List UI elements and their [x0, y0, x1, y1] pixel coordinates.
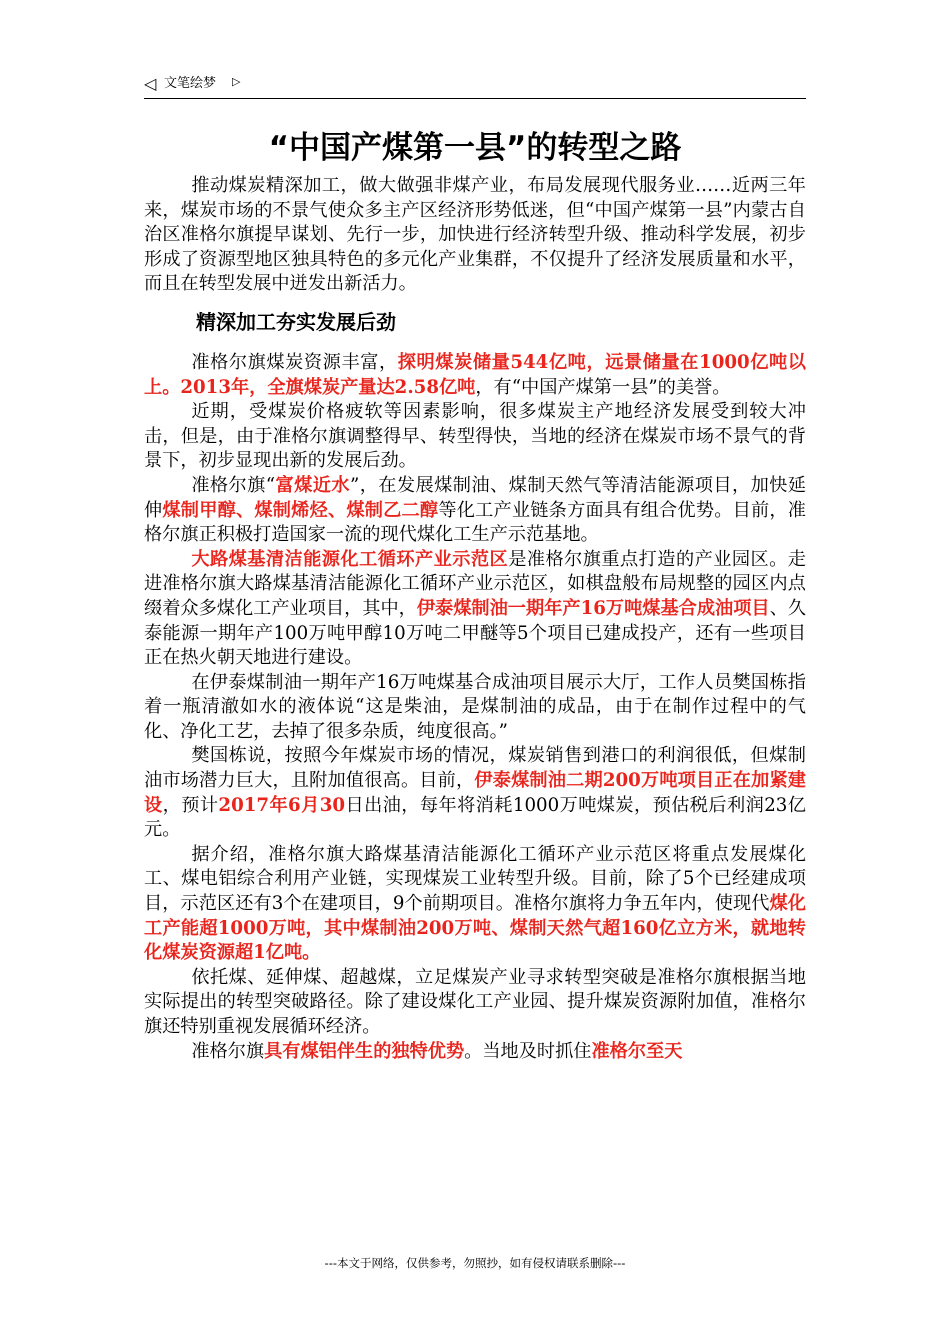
page-header	[144, 76, 806, 99]
highlight-text: 探明煤炭储量544亿吨，远景储量在1000亿吨以上。2013年，全旗煤炭产量达2.58亿吨	[144, 351, 806, 398]
intro-paragraph: 推动煤炭精深加工，做大做强非煤产业，布局发展现代服务业……近两三年来，煤炭市场的不景气使众多主产区经济形势低迷，但“中国产煤第一县”内蒙古自治区准格尔旗提早谋划、先行一步，加快进行经济转型升级、推动科学发展，初步形成了资源型地区独具特色的多元化产业集群，不仅提升了经济发展质量和水平，而且在转型发展中迸发出新活力。	[144, 175, 806, 295]
paragraph-2: 近期，受煤炭价格疲软等因素影响，很多煤炭主产地经济发展受到较大冲击，但是，由于准格尔旗调整得早、转型得快，当地的经济在煤炭市场不景气的背景下，初步显现出新的发展后劲。	[144, 401, 806, 472]
highlight-text: 煤制甲醇、煤制烯烃、煤制乙二醇	[162, 499, 439, 521]
paragraph-7: 据介绍，准格尔旗大路煤基清洁能源化工循环产业示范区将重点发展煤化工、煤电铝综合利用产业链，实现煤炭工业转型升级。目前，除了5个已经建成项目，示范区还有3个在建项目，9个前期项目。准格尔旗将力争五年内，使现代煤化工产能超1000万吨，其中煤制油200万吨、煤制天然气超160亿立方米，就地转化煤炭资源超1亿吨。	[144, 843, 806, 964]
document-title: “中国产煤第一县”的转型之路	[268, 130, 682, 166]
page-footer: ---本文于网络，仅供参考，勿照抄，如有侵权请联系删除---	[324, 1256, 626, 1270]
paragraph-3: 准格尔旗“富煤近水”，在发展煤制油、煤制天然气等清洁能源项目，加快延伸煤制甲醇、煤制烯烃、煤制乙二醇等化工产业链条方面具有组合优势。目前，准格尔旗正积极打造国家一流的现代煤化工生产示范基地。	[144, 474, 806, 546]
paragraph-9: 准格尔旗具有煤铝伴生的独特优势。当地及时抓住准格尔至天	[191, 1040, 683, 1062]
document-body	[144, 174, 806, 1064]
paragraph-4: 大路煤基清洁能源化工循环产业示范区是准格尔旗重点打造的产业园区。走进准格尔旗大路煤基清洁能源化工循环产业示范区，如棋盘般布局规整的园区内点缀着众多煤化工产业项目，其中，伊泰煤制油一期年产16万吨煤基合成油项目、久泰能源一期年产100万吨甲醇10万吨二甲醚等5个项目已建成投产，还有一些项目正在热火朝天地进行建设。	[144, 548, 806, 669]
header-brand: 文笔绘梦	[164, 76, 217, 91]
section-heading: 精深加工夯实发展后劲	[196, 309, 396, 334]
highlight-text: 煤化工产能超1000万吨，其中煤制油200万吨、煤制天然气超160亿立方米，就地转化煤炭资源超1亿吨。	[144, 893, 806, 964]
highlight-text: 2017年6月30	[218, 794, 346, 816]
highlight-text: 具有煤铝伴生的独特优势	[264, 1040, 465, 1062]
paragraph-5: 在伊泰煤制油一期年产16万吨煤基合成油项目展示大厅，工作人员樊国栋指着一瓶清澈如水的液体说“这是柴油，是煤制油的成品，由于在制作过程中的气化、净化工艺，去掉了很多杂质，纯度很高。”	[144, 671, 806, 742]
left-triangle-icon: ◁	[144, 74, 157, 93]
highlight-text: 富煤近水	[275, 474, 350, 496]
highlight-text: 伊泰煤制油二期200万吨项目正在加紧建设	[144, 770, 806, 816]
highlight-text: 大路煤基清洁能源化工循环产业示范区	[191, 548, 509, 570]
highlight-text: 准格尔至天	[591, 1040, 683, 1062]
paragraph-1: 准格尔旗煤炭资源丰富，探明煤炭储量544亿吨，远景储量在1000亿吨以上。2013年，全旗煤炭产量达2.58亿吨，有“中国产煤第一县”的美誉。	[144, 351, 806, 398]
paragraph-6: 樊国栋说，按照今年煤炭市场的情况，煤炭销售到港口的利润很低，但煤制油市场潜力巨大，且附加值很高。目前，伊泰煤制油二期200万吨项目正在加紧建设，预计2017年6月30日出油，每年将消耗1000万吨煤炭，预估税后利润23亿元。	[144, 745, 806, 841]
paragraph-8: 依托煤、延伸煤、超越煤，立足煤炭产业寻求转型突破是准格尔旗根据当地实际提出的转型突破路径。除了建设煤化工产业园、提升煤炭资源附加值，准格尔旗还特别重视发展循环经济。	[144, 966, 806, 1037]
right-triangle-icon: ▷	[232, 75, 241, 88]
highlight-text: 伊泰煤制油一期年产16万吨煤基合成油项目	[416, 597, 770, 619]
